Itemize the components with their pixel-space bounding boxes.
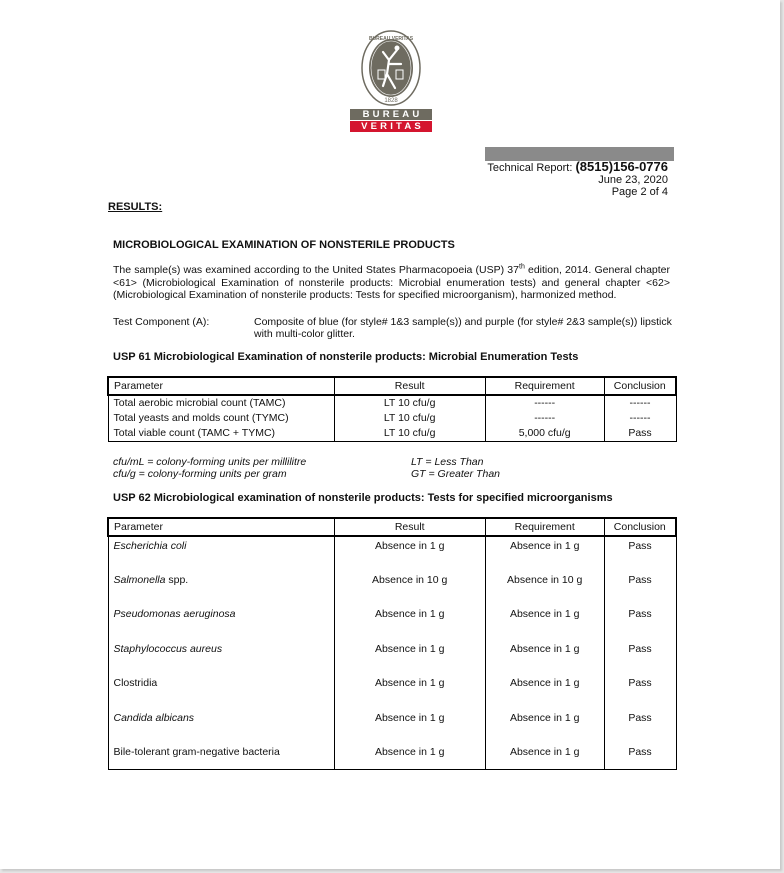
table-row bbox=[108, 395, 676, 411]
report-meta bbox=[487, 161, 668, 198]
col-header-parameter: Parameter bbox=[108, 377, 334, 395]
usp61-table bbox=[107, 376, 677, 442]
col-header-result: Result bbox=[334, 518, 485, 536]
intro-superscript: th bbox=[519, 263, 525, 271]
cell-requirement: ------ bbox=[485, 411, 604, 426]
cell-conclusion: Pass bbox=[604, 426, 676, 442]
organism-name: Candida albicans bbox=[113, 711, 195, 724]
table-row bbox=[108, 743, 676, 769]
cell-requirement: Absence in 1 g bbox=[485, 743, 604, 769]
cell-requirement: Absence in 1 g bbox=[485, 674, 604, 709]
cell-requirement: ------ bbox=[485, 395, 604, 411]
legend-gt: GT = Greater Than bbox=[411, 468, 500, 480]
intro-text-2: edition, 2014. General chapter <61> (Microbiological Examination of nonsterile products: Microbial enumeration tests) and general chapter <62> (Microbiological Examination of nonsterile products: Tests for specified microorganism), harmonized method. bbox=[113, 264, 671, 302]
cell-parameter: Total viable count (TAMC + TYMC) bbox=[108, 426, 334, 442]
intro-text-1: The sample(s) was examined according to the United States Pharmacopoeia (USP) 37 bbox=[113, 264, 519, 276]
table-header-row bbox=[108, 377, 676, 395]
organism-name: Pseudomonas aeruginosa bbox=[113, 608, 236, 620]
test-component-value: Composite of blue (for style# 1&3 sample(s)) and purple (for style# 2&3 sample(s)) lipstick with multi-color glitter. bbox=[254, 316, 672, 340]
logo-band-bureau: BUREAU bbox=[350, 109, 432, 120]
cell-requirement: Absence in 1 g bbox=[485, 640, 604, 675]
cell-result: Absence in 1 g bbox=[334, 536, 485, 571]
legend-units bbox=[113, 456, 306, 480]
col-header-parameter: Parameter bbox=[108, 518, 334, 536]
cell-conclusion: Pass bbox=[604, 674, 676, 709]
organism-name: Escherichia coli bbox=[113, 540, 187, 552]
cell-parameter bbox=[108, 571, 334, 606]
table-row bbox=[108, 674, 676, 709]
table-row bbox=[108, 709, 676, 744]
cell-parameter bbox=[108, 743, 334, 769]
cell-requirement: 5,000 cfu/g bbox=[485, 426, 604, 442]
table-row bbox=[108, 426, 676, 442]
col-header-conclusion: Conclusion bbox=[604, 377, 676, 395]
cell-result: Absence in 1 g bbox=[334, 605, 485, 640]
organism-name: Staphylococcus aureus bbox=[113, 642, 223, 655]
cell-result: Absence in 10 g bbox=[334, 571, 485, 606]
legend-abbreviations bbox=[411, 456, 500, 480]
page-indicator: Page 2 of 4 bbox=[611, 186, 668, 198]
cell-parameter bbox=[108, 674, 334, 709]
cell-parameter bbox=[108, 709, 334, 744]
report-number: (8515)156-0776 bbox=[575, 159, 668, 174]
cell-parameter bbox=[108, 605, 334, 640]
svg-text:1828: 1828 bbox=[384, 98, 398, 104]
cell-result: LT 10 cfu/g bbox=[334, 395, 485, 411]
cell-conclusion: Pass bbox=[604, 743, 676, 769]
cell-requirement: Absence in 10 g bbox=[485, 571, 604, 606]
cell-parameter bbox=[108, 536, 334, 571]
cell-conclusion: ------ bbox=[604, 411, 676, 426]
cell-conclusion: Pass bbox=[604, 571, 676, 606]
usp62-table bbox=[107, 517, 677, 770]
legend-lt: LT = Less Than bbox=[411, 456, 484, 468]
cell-conclusion: Pass bbox=[604, 640, 676, 675]
cell-parameter bbox=[108, 640, 334, 675]
intro-paragraph bbox=[113, 264, 670, 302]
table-row bbox=[108, 605, 676, 640]
cell-result: Absence in 1 g bbox=[334, 743, 485, 769]
cell-requirement: Absence in 1 g bbox=[485, 709, 604, 744]
cell-result: Absence in 1 g bbox=[334, 709, 485, 744]
col-header-requirement: Requirement bbox=[485, 518, 604, 536]
report-date: June 23, 2020 bbox=[598, 174, 668, 186]
cell-result: LT 10 cfu/g bbox=[334, 426, 485, 442]
cell-parameter: Total yeasts and molds count (TYMC) bbox=[108, 411, 334, 426]
organism-name: Clostridia bbox=[113, 677, 158, 689]
organism-name: Salmonella bbox=[113, 573, 166, 586]
organism-name: Bile-tolerant gram-negative bacteria bbox=[113, 746, 280, 758]
cell-result: Absence in 1 g bbox=[334, 640, 485, 675]
col-header-result: Result bbox=[334, 377, 485, 395]
legend-cfu-g: cfu/g = colony-forming units per gram bbox=[113, 468, 287, 480]
results-heading: RESULTS: bbox=[108, 201, 163, 213]
cell-parameter: Total aerobic microbial count (TAMC) bbox=[108, 395, 334, 411]
report-number-line bbox=[487, 161, 668, 174]
logo-band-veritas: VERITAS bbox=[350, 121, 432, 132]
test-component-label: Test Component (A): bbox=[113, 316, 210, 328]
usp61-title: USP 61 Microbiological Examination of nonsterile products: Microbial Enumeration Tests bbox=[113, 351, 579, 363]
table-header-row bbox=[108, 518, 676, 536]
cell-requirement: Absence in 1 g bbox=[485, 536, 604, 571]
cell-requirement: Absence in 1 g bbox=[485, 605, 604, 640]
cell-result: Absence in 1 g bbox=[334, 674, 485, 709]
col-header-conclusion: Conclusion bbox=[604, 518, 676, 536]
cell-conclusion: Pass bbox=[604, 605, 676, 640]
cell-conclusion: Pass bbox=[604, 536, 676, 571]
table-row bbox=[108, 536, 676, 571]
section-title: MICROBIOLOGICAL EXAMINATION OF NONSTERILE PRODUCTS bbox=[113, 239, 455, 251]
table-row bbox=[108, 571, 676, 606]
svg-text:BUREAU VERITAS: BUREAU VERITAS bbox=[368, 36, 414, 42]
cell-conclusion: ------ bbox=[604, 395, 676, 411]
usp62-title: USP 62 Microbiological examination of nonsterile products: Tests for specified microorganisms bbox=[113, 492, 613, 504]
table-row bbox=[108, 411, 676, 426]
cell-result: LT 10 cfu/g bbox=[334, 411, 485, 426]
legend-cfu-ml: cfu/mL = colony-forming units per millilitre bbox=[113, 456, 307, 468]
seal-emblem-icon bbox=[361, 30, 421, 106]
table-row bbox=[108, 640, 676, 675]
col-header-requirement: Requirement bbox=[485, 377, 604, 395]
cell-conclusion: Pass bbox=[604, 709, 676, 744]
report-label: Technical Report: bbox=[487, 162, 573, 174]
organism-suffix: spp. bbox=[165, 573, 189, 586]
